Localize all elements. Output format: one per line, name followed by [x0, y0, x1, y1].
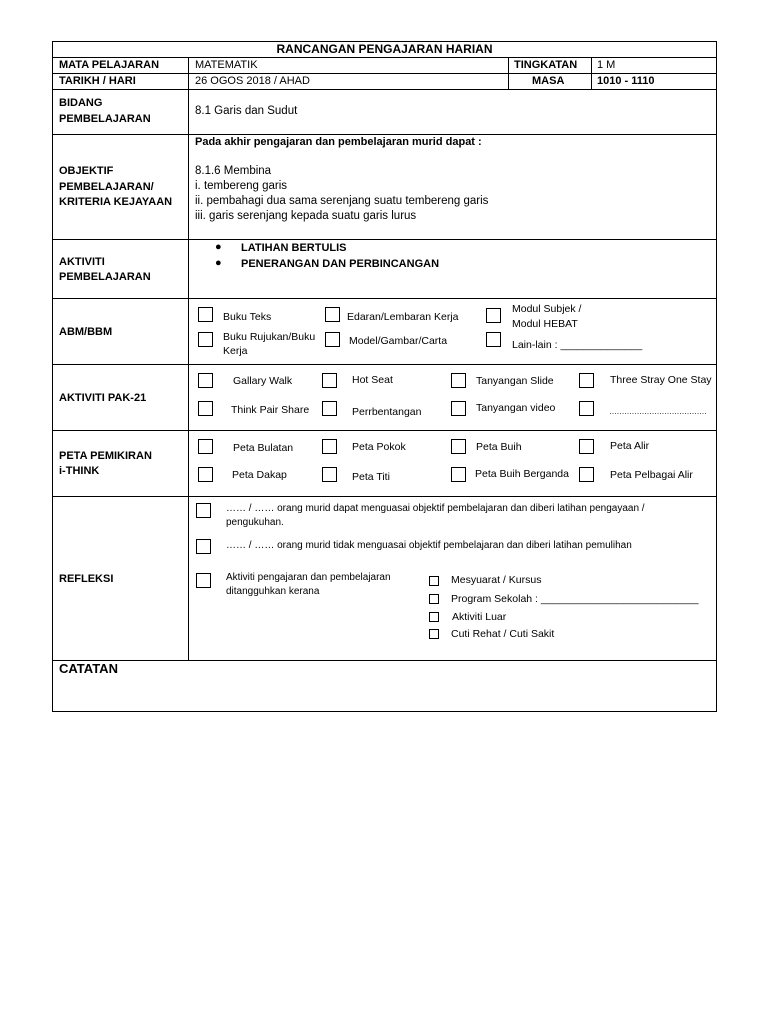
pak21-label: AKTIVITI PAK-21: [59, 392, 147, 404]
checkbox[interactable]: [451, 467, 466, 482]
refleksi-line-3b: ditangguhkan kerana: [226, 586, 320, 597]
ithink-label-2: i-THINK: [59, 465, 100, 477]
objektif-line-2: i. tembereng garis: [195, 180, 288, 192]
objektif-line-1: 8.1.6 Membina: [195, 165, 272, 177]
bullet-icon: ●: [215, 241, 222, 253]
bullet-icon: ●: [215, 257, 222, 269]
page-title: RANCANGAN PENGAJARAN HARIAN: [276, 42, 493, 56]
option-modul-1: Modul Subjek /: [512, 303, 582, 315]
checkbox-small[interactable]: [429, 576, 439, 586]
checkbox[interactable]: [198, 332, 213, 347]
refleksi-line-2: …… / …… orang murid tidak menguasai objektif pembelajaran dan diberi latihan pemulihan: [226, 540, 632, 551]
option-peta-bulatan: Peta Bulatan: [233, 442, 294, 454]
tingkatan-label: TINGKATAN: [514, 59, 578, 71]
option-buku-teks: Buku Teks: [223, 311, 272, 323]
row-line: [52, 239, 717, 240]
row-line: [52, 298, 717, 299]
border-bottom: [52, 711, 717, 712]
masa-label: MASA: [532, 75, 565, 87]
row-line: [52, 660, 717, 661]
mata-pelajaran-label: MATA PELAJARAN: [59, 59, 160, 71]
checkbox[interactable]: [198, 307, 213, 322]
aktiviti-label-1: AKTIVITI: [59, 256, 105, 268]
tarikh-value: 26 OGOS 2018 / AHAD: [195, 75, 310, 87]
option-model: Model/Gambar/Carta: [349, 335, 448, 347]
objektif-label-1: OBJEKTIF: [59, 165, 114, 177]
option-blank: …………………………………: [609, 407, 707, 416]
checkbox[interactable]: [579, 439, 594, 454]
border-right: [716, 41, 717, 712]
checkbox[interactable]: [325, 307, 340, 322]
checkbox[interactable]: [486, 308, 501, 323]
checkbox[interactable]: [579, 467, 594, 482]
checkbox[interactable]: [322, 439, 337, 454]
option-peta-dakap: Peta Dakap: [232, 469, 287, 481]
row-line: [52, 364, 717, 365]
mata-pelajaran-value: MATEMATIK: [195, 59, 258, 71]
objektif-label-2: PEMBELAJARAN/: [59, 181, 154, 193]
checkbox[interactable]: [325, 332, 340, 347]
option-modul-2: Modul HEBAT: [512, 318, 578, 330]
checkbox[interactable]: [451, 401, 466, 416]
option-peta-buih-berganda: Peta Buih Berganda: [475, 468, 569, 480]
option-rujukan-1: Buku Rujukan/Buku: [223, 331, 316, 343]
objektif-line-3: ii. pembahagi dua sama serenjang suatu tembereng garis: [195, 195, 489, 207]
checkbox[interactable]: [196, 573, 211, 588]
column-line: [508, 57, 509, 90]
abm-label: ABM/BBM: [59, 326, 113, 338]
option-hot-seat: Hot Seat: [352, 374, 393, 386]
option-cuti: Cuti Rehat / Cuti Sakit: [451, 628, 555, 640]
option-three-stray: Three Stray One Stay: [610, 374, 712, 386]
refleksi-line-1b: pengukuhan.: [226, 517, 284, 528]
objektif-label-3: KRITERIA KEJAYAAN: [59, 196, 173, 208]
refleksi-label: REFLEKSI: [59, 573, 114, 585]
catatan-label: CATATAN: [59, 661, 118, 676]
refleksi-line-1a: …… / …… orang murid dapat menguasai objektif pembelajaran dan diberi latihan pengayaan /: [226, 503, 645, 514]
option-lain: Lain-lain : ______________: [512, 339, 643, 351]
tarikh-label: TARIKH / HARI: [59, 75, 136, 87]
checkbox-small[interactable]: [429, 594, 439, 604]
option-edaran: Edaran/Lembaran Kerja: [347, 311, 459, 323]
checkbox[interactable]: [322, 467, 337, 482]
checkbox[interactable]: [198, 439, 213, 454]
option-tanyangan-video: Tanyangan video: [476, 402, 556, 414]
checkbox[interactable]: [198, 467, 213, 482]
masa-value: 1010 - 1110: [597, 75, 655, 87]
aktiviti-item: PENERANGAN DAN PERBINCANGAN: [241, 258, 440, 270]
checkbox[interactable]: [322, 373, 337, 388]
option-perrbentangan: Perrbentangan: [352, 406, 422, 418]
row-line: [52, 430, 717, 431]
option-mesyuarat: Mesyuarat / Kursus: [451, 574, 542, 586]
aktiviti-item: LATIHAN BERTULIS: [241, 242, 347, 254]
option-peta-buih: Peta Buih: [476, 441, 522, 453]
option-program-sekolah: Program Sekolah : ___________________________: [451, 593, 699, 605]
checkbox[interactable]: [196, 539, 211, 554]
row-line: [52, 496, 717, 497]
column-line: [591, 57, 592, 90]
option-think-pair-share: Think Pair Share: [231, 404, 310, 416]
refleksi-line-3a: Aktiviti pengajaran dan pembelajaran: [226, 572, 391, 583]
column-line: [188, 57, 189, 661]
checkbox[interactable]: [579, 401, 594, 416]
objektif-line-4: iii. garis serenjang kepada suatu garis lurus: [195, 210, 417, 222]
checkbox-small[interactable]: [429, 612, 439, 622]
option-gallary-walk: Gallary Walk: [233, 375, 293, 387]
border-left: [52, 41, 53, 712]
option-peta-pokok: Peta Pokok: [352, 441, 406, 453]
checkbox[interactable]: [322, 401, 337, 416]
row-line: [52, 89, 717, 90]
tingkatan-value: 1 M: [597, 59, 616, 71]
aktiviti-label-2: PEMBELAJARAN: [59, 271, 151, 283]
option-rujukan-2: Kerja: [223, 345, 248, 357]
option-peta-titi: Peta Titi: [352, 471, 390, 483]
checkbox[interactable]: [451, 439, 466, 454]
checkbox[interactable]: [196, 503, 211, 518]
option-aktiviti-luar: Aktiviti Luar: [452, 611, 507, 623]
checkbox-small[interactable]: [429, 629, 439, 639]
bidang-value: 8.1 Garis dan Sudut: [195, 105, 298, 117]
option-peta-pelbagai-alir: Peta Pelbagai Alir: [610, 469, 693, 481]
bidang-label-2: PEMBELAJARAN: [59, 113, 151, 125]
checkbox[interactable]: [579, 373, 594, 388]
ithink-label-1: PETA PEMIKIRAN: [59, 450, 152, 462]
option-peta-alir: Peta Alir: [610, 440, 650, 452]
option-tanyangan-slide: Tanyangan Slide: [476, 375, 554, 387]
checkbox[interactable]: [486, 332, 501, 347]
checkbox[interactable]: [198, 401, 213, 416]
checkbox[interactable]: [451, 373, 466, 388]
objektif-intro: Pada akhir pengajaran dan pembelajaran murid dapat :: [195, 136, 482, 148]
checkbox[interactable]: [198, 373, 213, 388]
bidang-label-1: BIDANG: [59, 97, 103, 109]
